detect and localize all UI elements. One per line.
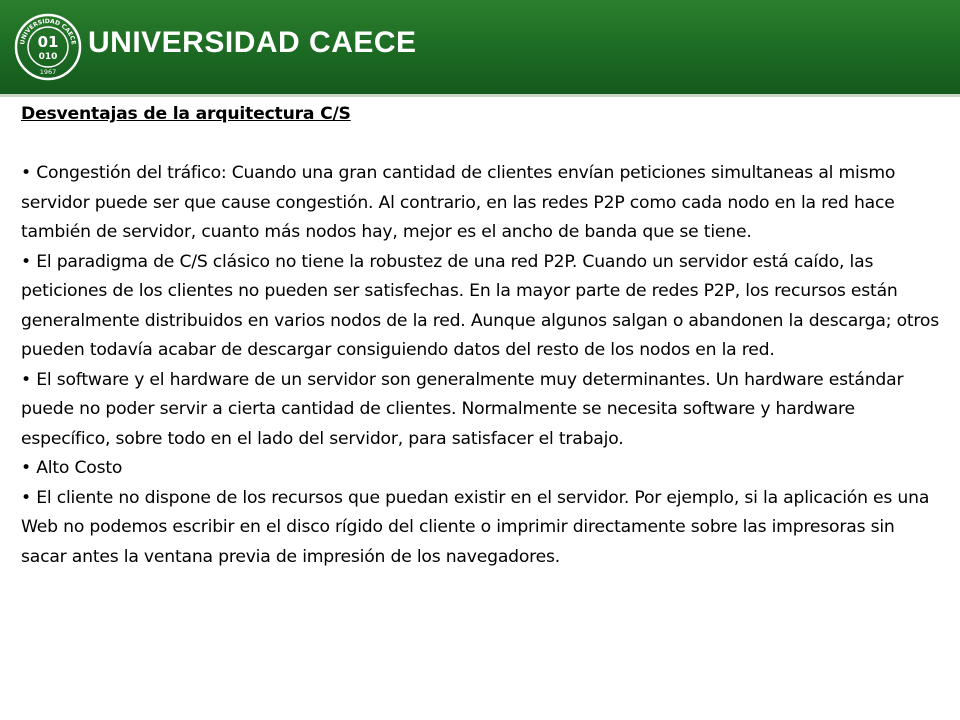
bullet-item bbox=[21, 248, 941, 366]
bullet-dot-icon: • bbox=[21, 163, 31, 183]
university-seal-logo bbox=[14, 13, 82, 81]
bullet-item bbox=[21, 484, 941, 573]
bullet-dot-icon: • bbox=[21, 487, 31, 508]
title-spacer bbox=[21, 130, 941, 160]
svg-text:01: 01 bbox=[37, 33, 59, 51]
header-banner bbox=[0, 0, 960, 94]
svg-text:1967: 1967 bbox=[39, 68, 57, 76]
bullet-item bbox=[21, 454, 941, 484]
slide-title: Desventajas de la arquitectura C/S bbox=[21, 104, 351, 124]
header-divider bbox=[0, 94, 960, 97]
svg-text:010: 010 bbox=[38, 52, 58, 62]
slide-body bbox=[21, 100, 941, 572]
university-name: UNIVERSIDAD CAECE bbox=[88, 26, 417, 59]
bullet-dot-icon: • bbox=[21, 458, 31, 478]
svg-text:UNIVERSIDAD CAECE: UNIVERSIDAD CAECE bbox=[19, 17, 77, 46]
bullet-text: El cliente no dispone de los recursos que puedan existir en el servidor. Por ejemplo, si la aplicación es una Web no podemos escribir en el disco rígido del cliente o imprimir directamente sobre las impresoras sin sacar antes la ventana previa de impresión de los navegadores. bbox=[21, 487, 930, 567]
bullet-item bbox=[21, 366, 941, 455]
bullet-text: El software y el hardware de un servidor son generalmente muy determinantes. Un hardware estándar puede no poder servir a cierta cantidad de clientes. Normalmente se necesita software y hardware específico, sobre todo en el lado del servidor, para satisfacer el trabajo. bbox=[21, 369, 904, 449]
bullet-item bbox=[21, 159, 941, 248]
bullet-dot-icon: • bbox=[21, 369, 31, 390]
bullet-text: Alto Costo bbox=[36, 458, 123, 478]
bullet-text: Congestión del tráfico: Cuando una gran cantidad de clientes envían peticiones simultaneas al mismo servidor puede ser que cause congestión. Al contrario, en las redes P2P como cada nodo en la red hace también de servidor, cuanto más nodos hay, mejor es el ancho de banda que se tiene. bbox=[21, 163, 896, 242]
bullet-list bbox=[21, 159, 941, 572]
bullet-dot-icon: • bbox=[21, 251, 31, 272]
bullet-text: El paradigma de C/S clásico no tiene la robustez de una red P2P. Cuando un servidor está caído, las peticiones de los clientes no pueden ser satisfechas. En la mayor parte de redes P2P, los recursos están generalmente distribuidos en varios nodos de la red. Aunque algunos salgan o abandonen la descarga; otros pueden todavía acabar de descargar consiguiendo datos del resto de los nodos en la red. bbox=[21, 251, 939, 360]
